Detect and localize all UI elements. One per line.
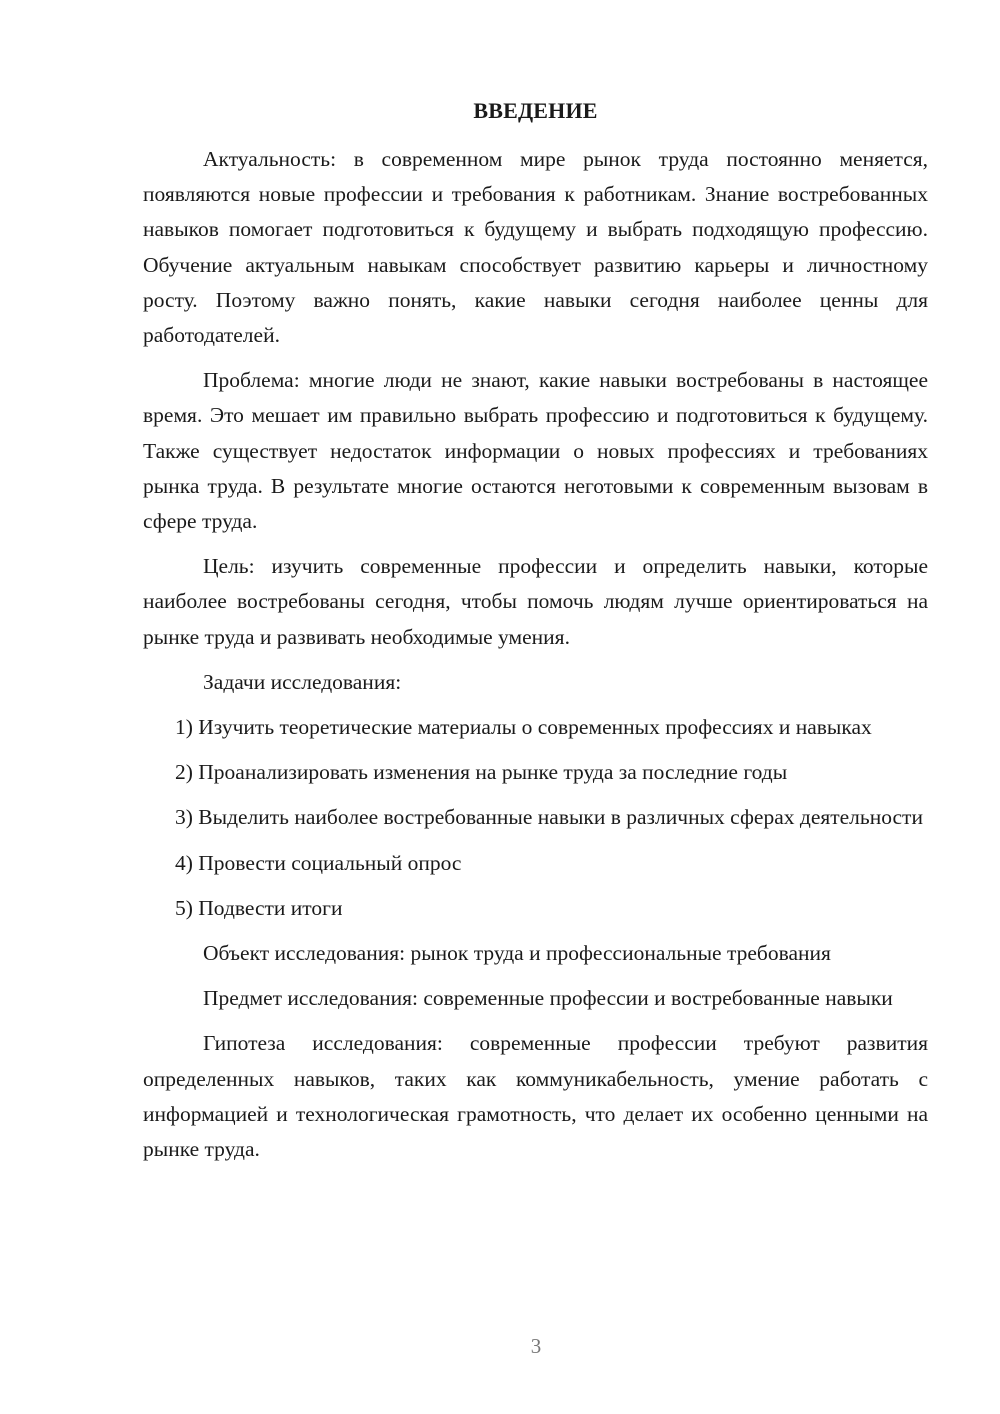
task-item-2: 2) Проанализировать изменения на рынке труда за последние годы bbox=[175, 760, 788, 785]
page-number: 3 bbox=[530, 1334, 542, 1358]
task-item-4: 4) Провести социальный опрос bbox=[175, 850, 462, 875]
paragraph-problem: Проблема: многие люди не знают, какие навыки востребованы в настоящее время. Это мешает им правильно выбрать профессию и подготовиться к будущему. Также существует недостаток информации о новых профессиях и требованиях рынка труда. В результате многие остаются неготовыми к современным вызовам в сфере труда. bbox=[143, 368, 928, 534]
task-item-1: 1) Изучить теоретические материалы о современных профессиях и навыках bbox=[175, 715, 872, 740]
paragraph-relevance: Актуальность: в современном мире рынок труда постоянно меняется, появляются новые профессии и требования к работникам. Знание востребованных навыков помогает подготовиться к будущему и выбрать подходящую профессию. Обучение актуальным навыкам способствует развитию карьеры и личностному росту. Поэтому важно понять, какие навыки сегодня наиболее ценны для работодателей. bbox=[143, 147, 928, 348]
paragraph-hypothesis: Гипотеза исследования: современные профессии требуют развития определенных навыков, таких как коммуникабельность, умение работать с информацией и технологическая грамотность, что делает их особенно ценными на рынке труда. bbox=[143, 1031, 928, 1162]
tasks-heading: Задачи исследования: bbox=[203, 669, 402, 694]
paragraph-subject: Предмет исследования: современные профессии и востребованные навыки bbox=[203, 986, 893, 1011]
page-title: ВВЕДЕНИЕ bbox=[473, 98, 598, 123]
paragraph-object: Объект исследования: рынок труда и профессиональные требования bbox=[203, 941, 831, 966]
paragraph-goal: Цель: изучить современные профессии и определить навыки, которые наиболее востребованы сегодня, чтобы помочь людям лучше ориентироваться на рынке труда и развивать необходимые умения. bbox=[143, 554, 928, 649]
task-item-5: 5) Подвести итоги bbox=[175, 895, 343, 920]
document-page bbox=[143, 93, 928, 1177]
task-item-3: 3) Выделить наиболее востребованные навыки в различных сферах деятельности bbox=[175, 805, 923, 830]
